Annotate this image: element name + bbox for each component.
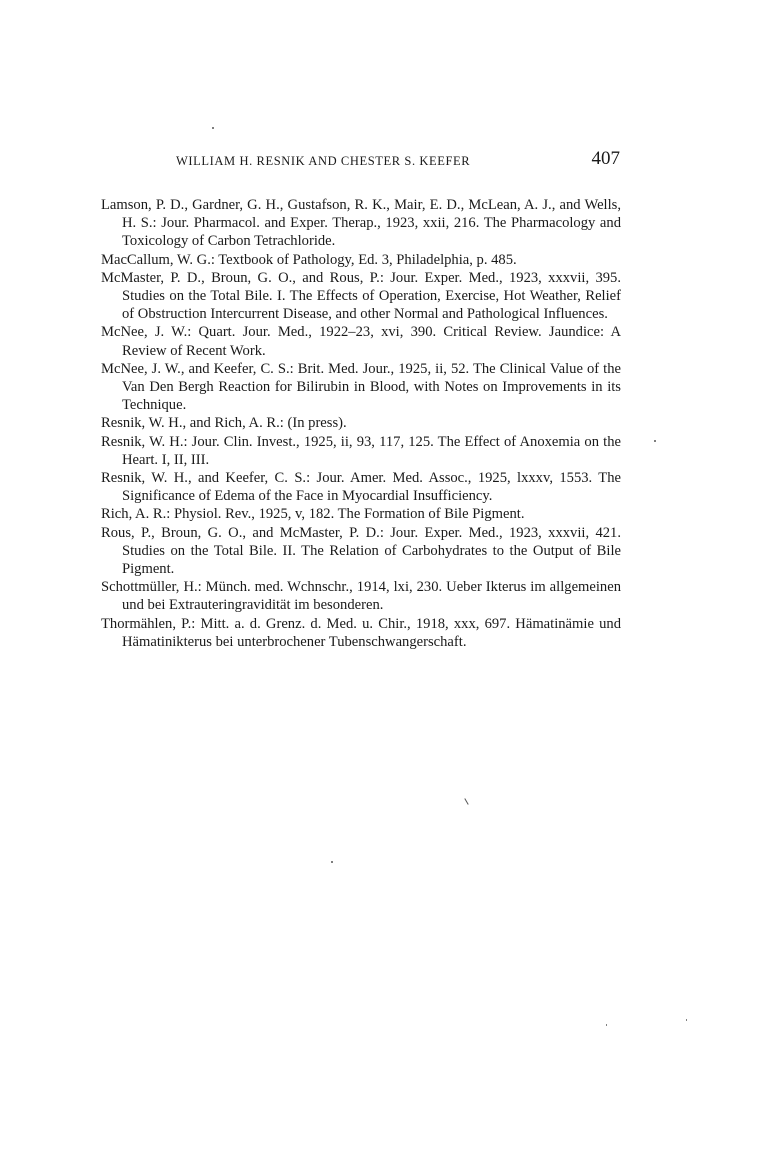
reference-item: Lamson, P. D., Gardner, G. H., Gustafson, R. K., Mair, E. D., McLean, A. J., and Wells, H. S.: Jour. Pharmacol. and Exper. Therap., 1923, xxii, 216. The Pharmacology and Toxicology of Carbon Tetrachloride.: [101, 197, 621, 250]
reference-item: McNee, J. W.: Quart. Jour. Med., 1922–23, xvi, 390. Critical Review. Jaundice: A Review of Recent Work.: [101, 324, 621, 359]
reference-item: Rich, A. R.: Physiol. Rev., 1925, v, 182. The Formation of Bile Pigment.: [101, 506, 525, 523]
reference-item: MacCallum, W. G.: Textbook of Pathology, Ed. 3, Philadelphia, p. 485.: [101, 251, 517, 268]
reference-item: Rous, P., Broun, G. O., and McMaster, P. D.: Jour. Exper. Med., 1923, xxxvii, 421. Studies on the Total Bile. II. The Relation of Carbohydrates to the Output of Bile Pigment.: [101, 524, 621, 578]
reference-item: McNee, J. W., and Keefer, C. S.: Brit. Med. Jour., 1925, ii, 52. The Clinical Value of the Van Den Bergh Reaction for Bilirubin in Blood, with Notes on Improvements in its Technique.: [101, 360, 621, 414]
reference-item: Schottmüller, H.: Münch. med. Wchnschr., 1914, lxi, 230. Ueber Ikterus im allgemeinen und bei Extrauteringravidität im besonderen.: [101, 579, 621, 614]
scan-speck: [212, 127, 214, 129]
reference-item: Resnik, W. H., and Rich, A. R.: (In press).: [101, 415, 347, 432]
reference-list: [101, 196, 621, 651]
scan-speck: [331, 861, 333, 863]
reference-item: Resnik, W. H., and Keefer, C. S.: Jour. Amer. Med. Assoc., 1925, lxxxv, 1553. The Significance of Edema of the Face in Myocardial Insufficiency.: [101, 470, 621, 505]
scan-speck: [686, 1019, 687, 1021]
scan-speck: [464, 798, 468, 805]
page-header: [100, 148, 620, 174]
reference-item: Resnik, W. H.: Jour. Clin. Invest., 1925, ii, 93, 117, 125. The Effect of Anoxemia on the Heart. I, II, III.: [101, 433, 621, 468]
page-number: 407: [591, 148, 620, 169]
scan-speck: [654, 440, 656, 442]
running-head: WILLIAM H. RESNIK AND CHESTER S. KEEFER: [176, 154, 471, 168]
reference-item: Thormählen, P.: Mitt. a. d. Grenz. d. Med. u. Chir., 1918, xxx, 697. Hämatinämie und Hämatinikterus bei unterbrochener Tubenschwangerschaft.: [101, 615, 621, 650]
scan-speck: [606, 1024, 607, 1026]
reference-item: McMaster, P. D., Broun, G. O., and Rous, P.: Jour. Exper. Med., 1923, xxxvii, 395. Studies on the Total Bile. I. The Effects of Operation, Exercise, Hot Weather, Relief of Obstruction Intercurrent Disease, and other Normal and Pathological Influences.: [101, 269, 621, 323]
